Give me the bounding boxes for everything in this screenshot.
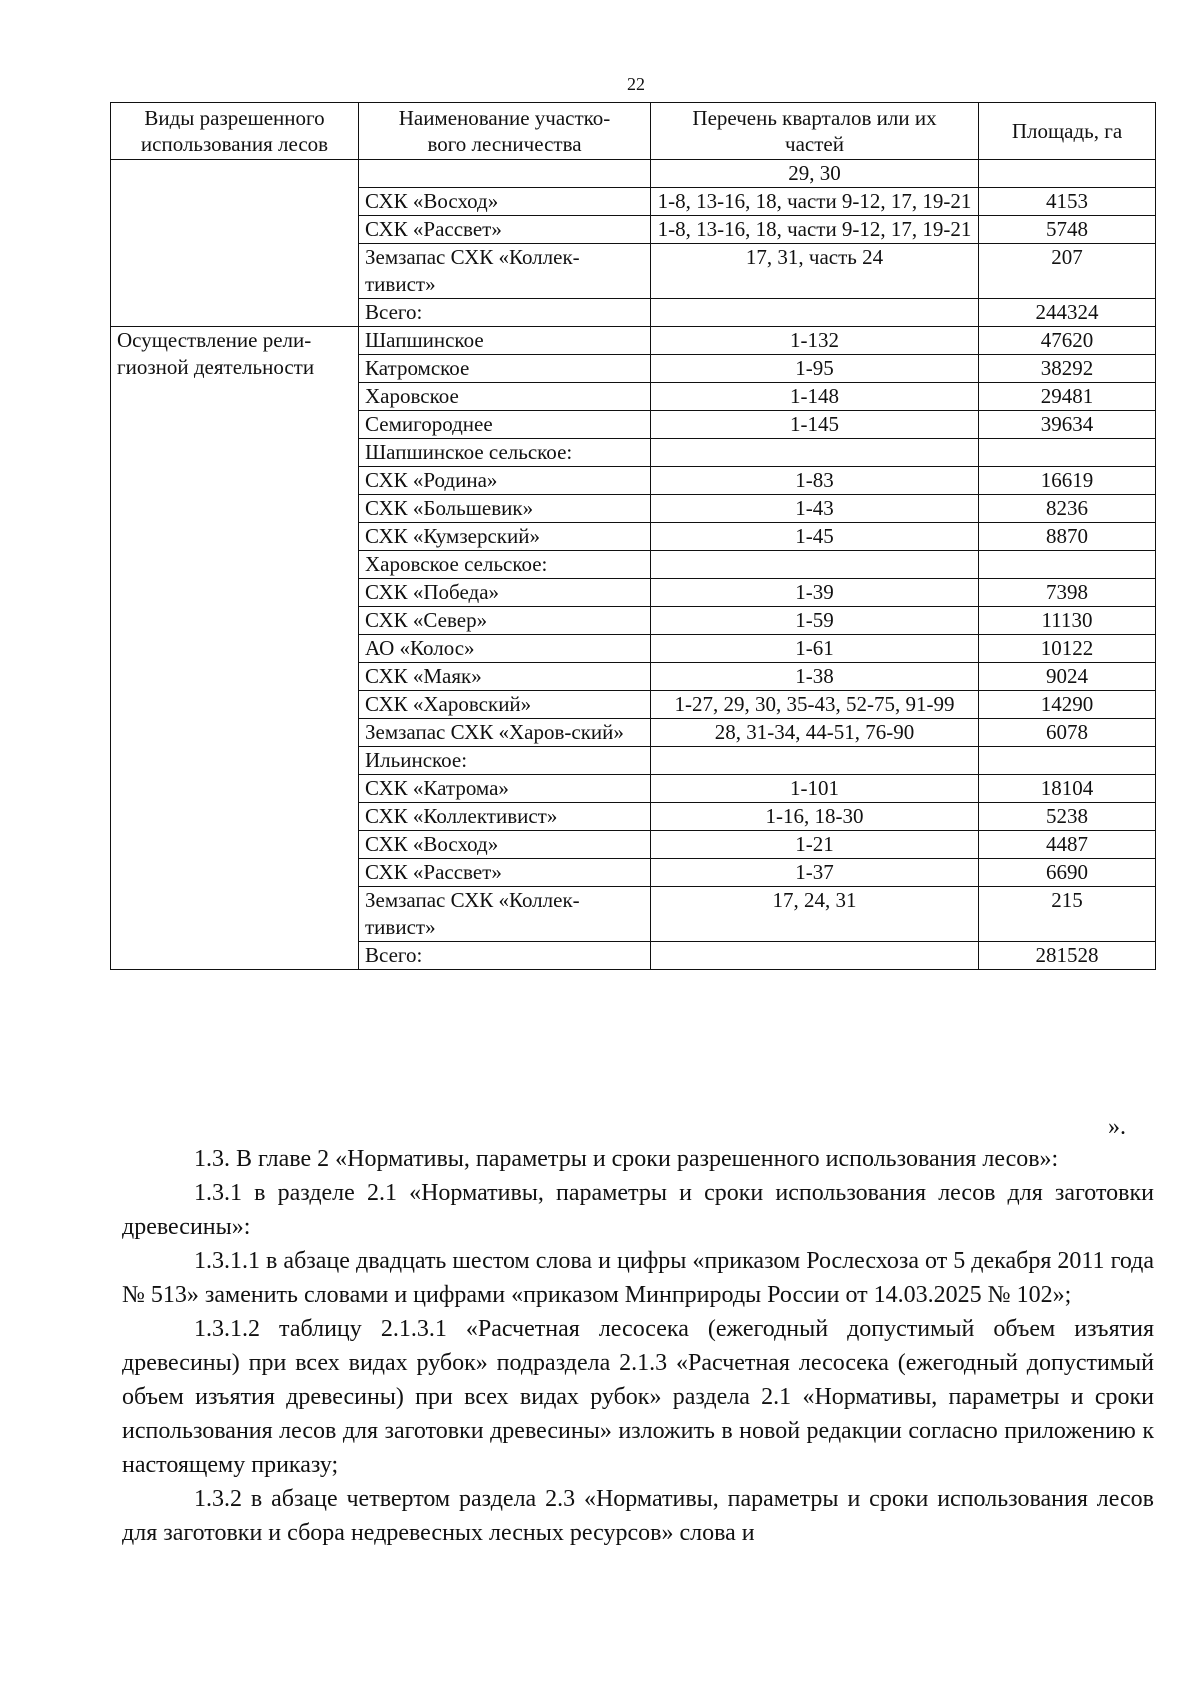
forestry-name-cell: Земзапас СХК «Коллек-тивист» xyxy=(359,244,651,299)
area-cell: 215 xyxy=(979,887,1156,942)
area-cell: 9024 xyxy=(979,663,1156,691)
quarters-cell: 1-39 xyxy=(651,579,979,607)
forestry-name-cell: Семигороднее xyxy=(359,411,651,439)
forestry-name-cell: СХК «Коллективист» xyxy=(359,803,651,831)
quarters-cell: 1-83 xyxy=(651,467,979,495)
quarters-cell xyxy=(651,551,979,579)
forestry-name-cell: СХК «Рассвет» xyxy=(359,859,651,887)
quarters-cell: 1-38 xyxy=(651,663,979,691)
forestry-name-cell: Ильинское: xyxy=(359,747,651,775)
forestry-name-cell: СХК «Север» xyxy=(359,607,651,635)
paragraph-1-3-1: 1.3.1 в разделе 2.1 «Нормативы, параметры и сроки использования лесов для заготовки древесины»: xyxy=(122,1180,1154,1240)
forestry-name-cell: СХК «Маяк» xyxy=(359,663,651,691)
quarters-cell: 1-101 xyxy=(651,775,979,803)
quarters-cell xyxy=(651,299,979,327)
forestry-name-cell: Всего: xyxy=(359,942,651,970)
area-cell xyxy=(979,439,1156,467)
area-cell: 4487 xyxy=(979,831,1156,859)
use-type-cell xyxy=(111,160,359,327)
quarters-cell: 1-8, 13-16, 18, части 9-12, 17, 19-21 xyxy=(651,216,979,244)
table-row xyxy=(111,160,1156,188)
quarters-cell: 28, 31-34, 44-51, 76-90 xyxy=(651,719,979,747)
area-cell: 4153 xyxy=(979,188,1156,216)
quarters-cell: 1-43 xyxy=(651,495,979,523)
forestry-name-cell: СХК «Восход» xyxy=(359,831,651,859)
quarters-cell: 1-37 xyxy=(651,859,979,887)
forestry-name-cell: СХК «Победа» xyxy=(359,579,651,607)
forestry-name-cell: Харовское xyxy=(359,383,651,411)
quarters-cell xyxy=(651,747,979,775)
header-area: Площадь, га xyxy=(979,103,1156,160)
forest-use-table xyxy=(110,102,1156,970)
paragraph-1-3: 1.3. В главе 2 «Нормативы, параметры и сроки разрешенного использования лесов»: xyxy=(194,1146,1059,1172)
area-cell: 47620 xyxy=(979,327,1156,355)
forestry-name-cell: СХК «Катрома» xyxy=(359,775,651,803)
area-cell: 29481 xyxy=(979,383,1156,411)
table-header-row xyxy=(111,103,1156,160)
area-cell: 18104 xyxy=(979,775,1156,803)
forestry-name-cell: СХК «Кумзерский» xyxy=(359,523,651,551)
area-cell xyxy=(979,551,1156,579)
quarters-cell: 1-145 xyxy=(651,411,979,439)
area-cell: 10122 xyxy=(979,635,1156,663)
area-cell xyxy=(979,160,1156,188)
quarters-cell: 1-95 xyxy=(651,355,979,383)
quarters-cell: 1-148 xyxy=(651,383,979,411)
table-body xyxy=(111,160,1156,970)
forestry-name-cell: Шапшинское xyxy=(359,327,651,355)
forestry-name-cell: Земзапас СХК «Коллек-тивист» xyxy=(359,887,651,942)
use-type-cell: Осуществление рели- гиозной деятельности xyxy=(111,327,359,970)
forestry-name-cell: СХК «Восход» xyxy=(359,188,651,216)
header-quarters-list: Перечень кварталов или их частей xyxy=(651,103,979,160)
quarters-cell: 1-45 xyxy=(651,523,979,551)
area-cell: 6690 xyxy=(979,859,1156,887)
forestry-name-cell: Харовское сельское: xyxy=(359,551,651,579)
forestry-name-cell: Земзапас СХК «Харов-ский» xyxy=(359,719,651,747)
forestry-name-cell: Всего: xyxy=(359,299,651,327)
header-use-type: Виды разрешенного использования лесов xyxy=(111,103,359,160)
document-body xyxy=(122,1142,1154,1550)
quarters-cell: 17, 24, 31 xyxy=(651,887,979,942)
area-cell: 8236 xyxy=(979,495,1156,523)
quarters-cell: 29, 30 xyxy=(651,160,979,188)
area-cell: 11130 xyxy=(979,607,1156,635)
quarters-cell: 1-132 xyxy=(651,327,979,355)
area-cell: 38292 xyxy=(979,355,1156,383)
quarters-cell: 1-21 xyxy=(651,831,979,859)
area-cell: 39634 xyxy=(979,411,1156,439)
quarters-cell xyxy=(651,942,979,970)
area-cell: 8870 xyxy=(979,523,1156,551)
paragraph-1-3-2: 1.3.2 в абзаце четвертом раздела 2.3 «Нормативы, параметры и сроки использования лесов для заготовки и сбора недревесных лесных ресурсов» слова и xyxy=(122,1486,1154,1546)
page-number: 22 xyxy=(627,74,645,94)
quarters-cell: 17, 31, часть 24 xyxy=(651,244,979,299)
forestry-name-cell: СХК «Большевик» xyxy=(359,495,651,523)
closing-quote: ». xyxy=(1108,1114,1126,1140)
area-cell: 281528 xyxy=(979,942,1156,970)
quarters-cell: 1-8, 13-16, 18, части 9-12, 17, 19-21 xyxy=(651,188,979,216)
forestry-name-cell: АО «Колос» xyxy=(359,635,651,663)
table-row xyxy=(111,327,1156,355)
forestry-name-cell: СХК «Харовский» xyxy=(359,691,651,719)
forestry-name-cell: СХК «Родина» xyxy=(359,467,651,495)
area-cell: 5238 xyxy=(979,803,1156,831)
forestry-name-cell xyxy=(359,160,651,188)
header-forestry-name: Наименование участко- вого лесничества xyxy=(359,103,651,160)
forestry-name-cell: Катромское xyxy=(359,355,651,383)
area-cell: 14290 xyxy=(979,691,1156,719)
quarters-cell: 1-59 xyxy=(651,607,979,635)
area-cell: 6078 xyxy=(979,719,1156,747)
area-cell xyxy=(979,747,1156,775)
quarters-cell: 1-61 xyxy=(651,635,979,663)
paragraph-1-3-1-1: 1.3.1.1 в абзаце двадцать шестом слова и цифры «приказом Рослесхоза от 5 декабря 2011 года № 513» заменить словами и цифрами «приказом Минприроды России от 14.03.2025 № 102»; xyxy=(122,1248,1154,1308)
quarters-cell xyxy=(651,439,979,467)
forestry-name-cell: Шапшинское сельское: xyxy=(359,439,651,467)
area-cell: 5748 xyxy=(979,216,1156,244)
area-cell: 16619 xyxy=(979,467,1156,495)
quarters-cell: 1-16, 18-30 xyxy=(651,803,979,831)
area-cell: 207 xyxy=(979,244,1156,299)
area-cell: 7398 xyxy=(979,579,1156,607)
area-cell: 244324 xyxy=(979,299,1156,327)
paragraph-1-3-1-2: 1.3.1.2 таблицу 2.1.3.1 «Расчетная лесосека (ежегодный допустимый объем изъятия древесины) при всех видах рубок» подраздела 2.1.3 «Расчетная лесосека (ежегодный допустимый объем изъятия древесины) при всех видах рубок» раздела 2.1 «Нормативы, параметры и сроки использования лесов для заготовки древесины» изложить в новой редакции согласно приложению к настоящему приказу; xyxy=(122,1316,1154,1478)
forestry-name-cell: СХК «Рассвет» xyxy=(359,216,651,244)
quarters-cell: 1-27, 29, 30, 35-43, 52-75, 91-99 xyxy=(651,691,979,719)
